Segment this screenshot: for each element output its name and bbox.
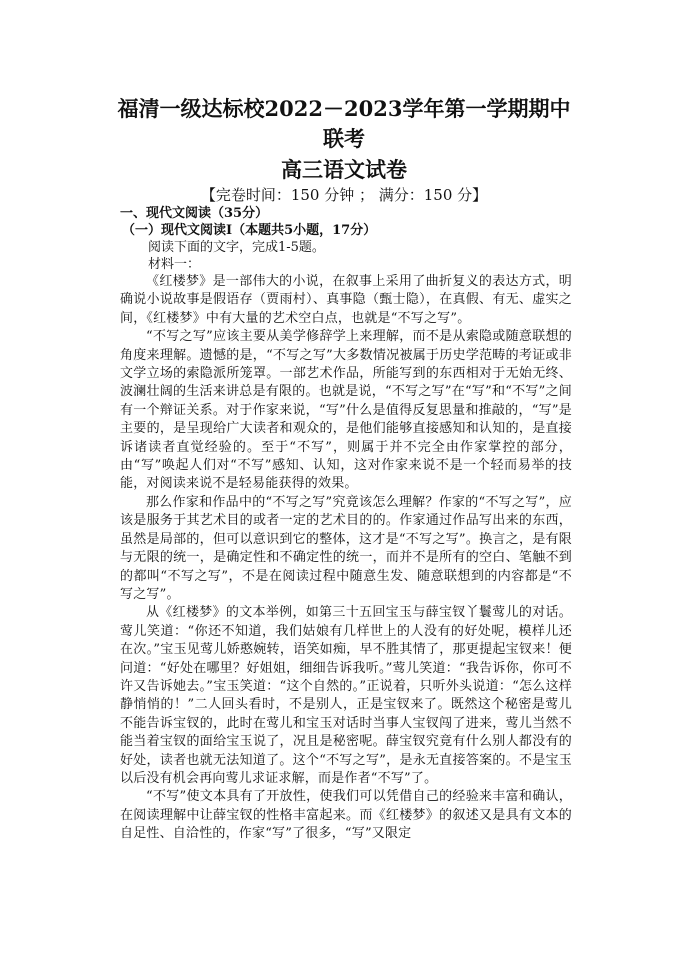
paragraph: 《红楼梦》是一部伟大的小说，在叙事上采用了曲折复义的表达方式，明确说小说故事是假语存（贾雨村）、真事隐（甄士隐），在真假、有无、虚实之间，《红楼梦》中有大量的艺术空白点，也就是“不写之写”。	[120, 274, 572, 326]
exam-subject-title: 高三语文试卷	[281, 157, 407, 182]
paragraph: “不写之写”应该主要从美学修辞学上来理解，而不是从索隐或随意联想的角度来理解。遗憾的是，“不写之写”大多数情况被属于历史学范畴的考证或非文学立场的索隐派所笼罩。一部艺术作品，所能写到的东西相对于无始无终、波澜壮阔的生活来讲总是有限的。也就是说，“不写之写”在“写”和“不写”之间有一个辩证关系。对于作家来说，“写”什么是值得反复思量和推敲的，“写”是主要的，是呈现给广大读者和观众的，是他们能够直接感知和认知的，是直接诉诸读者直觉经验的。至于“不写”，则属于并不完全由作家掌控的部分，由“写”唤起人们对“不写”感知、认知，这对作家来说不是一个轻而易举的技能，对阅读来说不是轻易能获得的效果。	[120, 329, 572, 492]
exam-time-score-info: 【完卷时间：150 分钟 ； 满分：150 分】	[200, 186, 488, 204]
paragraph: “不写”使文本具有了开放性，使我们可以凭借自己的经验来丰富和确认，在阅读理解中让薛宝钗的性格丰富起来。而《红楼梦》的叙述又是具有文本的自足性、自洽性的，作家“写”了很多，“写”又限定	[120, 789, 572, 842]
material-body	[120, 273, 572, 844]
paragraph: 从《红楼梦》的文本举例，如第三十五回宝玉与薛宝钗丫鬟莺儿的对话。莺儿笑道：“你还不知道，我们姑娘有几样世上的人没有的好处呢，模样儿还在次。”宝玉见莺儿娇憨婉转，语笑如痴，早不胜其情了，那更提起宝钗来！便问道：“好处在哪里？好姐姐，细细告诉我听。”莺儿笑道：“我告诉你，你可不许又告诉她去。”宝玉笑道：“这个自然的。”正说着，只听外头说道：“怎么这样静悄悄的！”二人回头看时，不是别人，正是宝钗来了。既然这个秘密是莺儿不能告诉宝钗的，此时在莺儿和宝玉对话时当事人宝钗闯了进来，莺儿当然不能当着宝钗的面给宝玉说了，况且是秘密呢。薛宝钗究竟有什么别人都没有的好处，读者也就无法知道了。这个“不写之写”，是永无直接答案的。不是宝玉以后没有机会再向莺儿求证求解，而是作者“不写”了。	[120, 605, 572, 786]
material-label: 材料一：	[148, 257, 201, 272]
subsection-heading-reading-1: （一）现代文阅读Ⅰ（本题共5小题，17分）	[122, 223, 377, 238]
exam-title-line1: 福清一级达标校2022－2023学年第一学期期中	[117, 96, 571, 121]
section-heading-reading: 一、现代文阅读（35分）	[120, 206, 269, 221]
reading-instruction: 阅读下面的文字，完成1-5题。	[148, 240, 325, 255]
paragraph: 那么作家和作品中的“不写之写”究竟该怎么理解？作家的“不写之写”，应该是服务于其艺术目的或者一定的艺术目的的。作家通过作品写出来的东西，虽然是局部的，但可以意识到它的整体，这才是“不写之写”。换言之，是有限与无限的统一，是确定性和不确定性的统一，而并不是所有的空白、笔触不到的都叫“不写之写”，不是在阅读过程中随意生发、随意联想到的内容都是“不写之写”。	[120, 494, 572, 602]
exam-title-line2: 联考	[323, 126, 365, 151]
